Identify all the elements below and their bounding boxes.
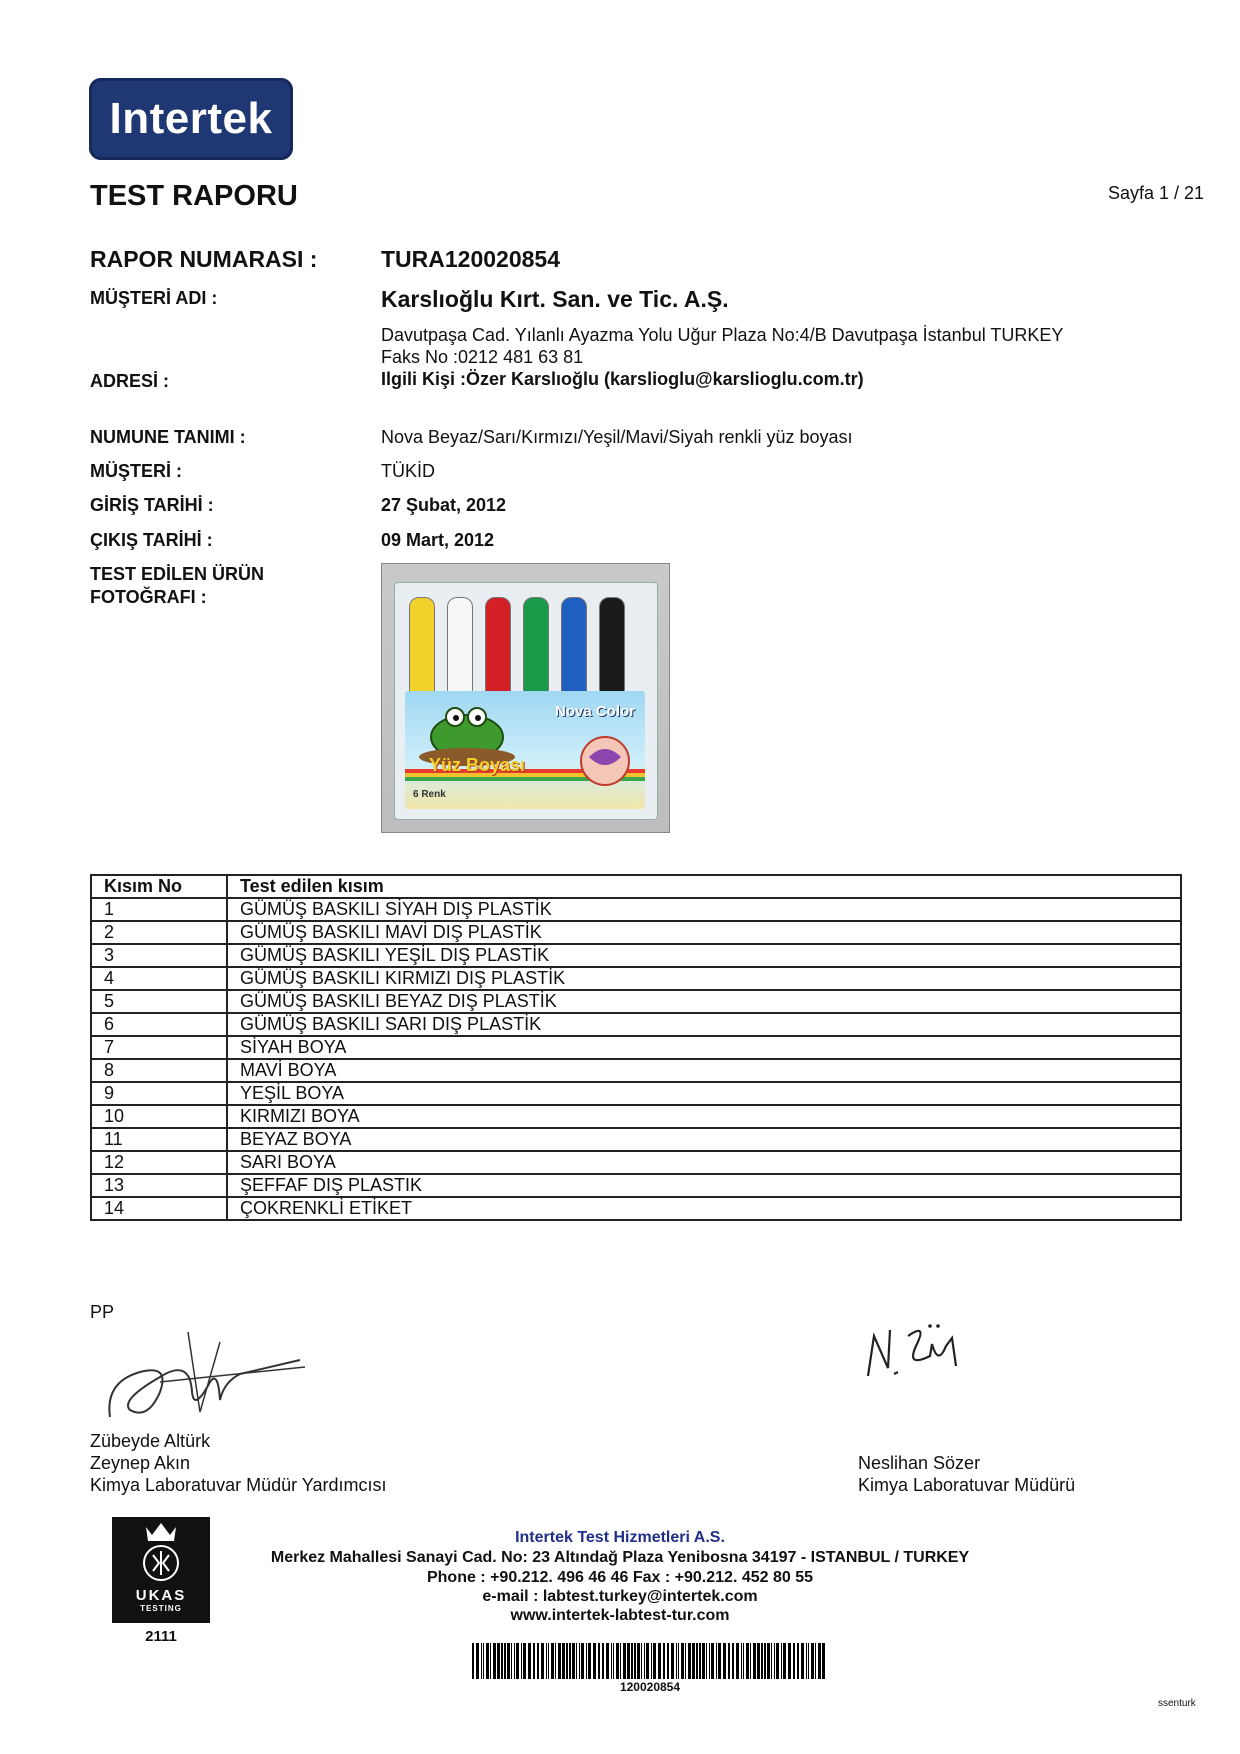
barcode-bar — [743, 1643, 744, 1679]
entry-date-label: GİRİŞ TARİHİ : — [90, 495, 214, 515]
barcode-bar — [716, 1643, 717, 1679]
barcode-bar — [706, 1643, 707, 1679]
footer-address: Merkez Mahallesi Sanayi Cad. No: 23 Altındağ Plaza Yenibosna 34197 - ISTANBUL / TURKEY — [270, 1549, 970, 1566]
barcode-bar — [627, 1643, 630, 1679]
barcode-bar — [728, 1643, 730, 1679]
sample-value: Nova Beyaz/Sarı/Kırmızı/Yeşil/Mavi/Siyah renkli yüz boyası — [381, 427, 853, 447]
barcode-bar — [581, 1643, 584, 1679]
table-row — [91, 898, 1181, 921]
part-number-cell: 13 — [91, 1174, 227, 1197]
barcode-bar — [822, 1643, 825, 1679]
product-count: 6 Renk — [413, 789, 446, 800]
barcode-bar — [555, 1643, 556, 1679]
barcode-bar — [483, 1643, 484, 1679]
intertek-logo — [89, 78, 293, 160]
photo-label-line-1: TEST EDİLEN ÜRÜN — [90, 564, 265, 584]
barcode-bar — [490, 1643, 491, 1679]
right-signer-name: Neslihan Sözer — [858, 1453, 981, 1473]
barcode-bar — [671, 1643, 674, 1679]
barcode-bar — [551, 1643, 554, 1679]
barcode-bar — [815, 1643, 816, 1679]
part-name-cell: SARI BOYA — [227, 1151, 1181, 1174]
part-number-cell: 10 — [91, 1105, 227, 1128]
part-name-cell: SİYAH BOYA — [227, 1036, 1181, 1059]
barcode-bar — [493, 1643, 496, 1679]
barcode-bar — [801, 1643, 804, 1679]
header-part-no: Kısım No — [91, 875, 227, 898]
part-number-cell: 7 — [91, 1036, 227, 1059]
part-name-cell: BEYAZ BOYA — [227, 1128, 1181, 1151]
barcode-bar — [514, 1643, 515, 1679]
part-name-cell: GÜMÜŞ BASKILI SİYAH DIŞ PLASTİK — [227, 898, 1181, 921]
barcode-bar — [692, 1643, 695, 1679]
table-header-row — [91, 875, 1181, 898]
corner-note: ssenturk — [1158, 1698, 1196, 1709]
footer-website: www.intertek-labtest-tur.com — [510, 1607, 730, 1624]
barcode-bar — [548, 1643, 549, 1679]
photo-label-line-2: FOTOĞRAFI : — [90, 587, 207, 607]
contact-person: Ilgili Kişi :Özer Karslıoğlu (karslioglu@karslioglu.com.tr) — [381, 369, 864, 389]
table-row — [91, 1197, 1181, 1220]
barcode-bar — [481, 1643, 482, 1679]
barcode-bar — [723, 1643, 726, 1679]
product-photo — [381, 563, 670, 833]
page-title: TEST RAPORU — [90, 180, 298, 212]
barcode-bar — [602, 1643, 604, 1679]
barcode-bar — [623, 1643, 626, 1679]
part-number-cell: 9 — [91, 1082, 227, 1105]
right-signer-title: Kimya Laboratuvar Müdürü — [858, 1475, 1076, 1495]
barcode-number: 120020854 — [619, 1680, 681, 1694]
table-row — [91, 1059, 1181, 1082]
barcode-bar — [558, 1643, 561, 1679]
barcode-bar — [811, 1643, 814, 1679]
part-name-cell: MAVİ BOYA — [227, 1059, 1181, 1082]
part-name-cell: GÜMÜŞ BASKILI KIRMIZI DIŞ PLASTİK — [227, 967, 1181, 990]
part-name-cell: KIRMIZI BOYA — [227, 1105, 1181, 1128]
table-row — [91, 1174, 1181, 1197]
barcode-bar — [718, 1643, 721, 1679]
product-card — [405, 691, 645, 809]
barcode-bar — [613, 1643, 614, 1679]
barcode-bar — [572, 1643, 575, 1679]
barcode-bar — [753, 1643, 756, 1679]
table-row — [91, 990, 1181, 1013]
barcode-bar — [546, 1643, 547, 1679]
footer-company: Intertek Test Hizmetleri A.S. — [515, 1529, 725, 1546]
ukas-number: 2111 — [145, 1628, 177, 1645]
barcode-bar — [797, 1643, 799, 1679]
left-signer-title: Kimya Laboratuvar Müdür Yardımcısı — [90, 1475, 387, 1495]
client-value: TÜKİD — [381, 461, 435, 481]
barcode-bar — [776, 1643, 779, 1679]
table-row — [91, 1105, 1181, 1128]
barcode — [470, 1643, 830, 1679]
logo-text: Intertek — [109, 94, 273, 143]
parts-table — [90, 874, 1182, 1221]
report-number-label: RAPOR NUMARASI : — [90, 246, 318, 272]
barcode-bar — [486, 1643, 489, 1679]
barcode-bar — [702, 1643, 705, 1679]
barcode-bar — [511, 1643, 512, 1679]
part-number-cell: 6 — [91, 1013, 227, 1036]
barcode-bar — [667, 1643, 669, 1679]
barcode-bar — [631, 1643, 633, 1679]
barcode-bar — [533, 1643, 535, 1679]
part-name-cell: ŞEFFAF DIŞ PLASTIK — [227, 1174, 1181, 1197]
address-label: ADRESİ : — [90, 371, 170, 391]
sample-label: NUMUNE TANIMI : — [90, 427, 246, 447]
barcode-bar — [793, 1643, 795, 1679]
barcode-bar — [781, 1643, 782, 1679]
part-number-cell: 11 — [91, 1128, 227, 1151]
barcode-bar — [783, 1643, 786, 1679]
crayon-yellow — [409, 597, 435, 695]
report-number-value: TURA120020854 — [381, 246, 561, 272]
barcode-bar — [472, 1643, 474, 1679]
barcode-bar — [616, 1643, 619, 1679]
barcode-bar — [685, 1643, 686, 1679]
right-signature — [860, 1316, 970, 1386]
barcode-bar — [523, 1643, 526, 1679]
page-number: Sayfa 1 / 21 — [1108, 183, 1205, 203]
barcode-bar — [507, 1643, 510, 1679]
barcode-bar — [476, 1643, 479, 1679]
barcode-bar — [541, 1643, 544, 1679]
part-number-cell: 1 — [91, 898, 227, 921]
part-name-cell: YEŞİL BOYA — [227, 1082, 1181, 1105]
part-number-cell: 4 — [91, 967, 227, 990]
customer-name-label: MÜŞTERİ ADI : — [90, 288, 218, 308]
barcode-bar — [611, 1643, 612, 1679]
part-name-cell: GÜMÜŞ BASKILI MAVİ DIŞ PLASTİK — [227, 921, 1181, 944]
table-row — [91, 1151, 1181, 1174]
left-signature — [100, 1322, 310, 1432]
barcode-bar — [653, 1643, 656, 1679]
part-number-cell: 2 — [91, 921, 227, 944]
barcode-bar — [579, 1643, 580, 1679]
barcode-bar — [516, 1643, 519, 1679]
barcode-bar — [806, 1643, 807, 1679]
product-name: Yüz Boyası — [429, 755, 526, 775]
barcode-bar — [688, 1643, 691, 1679]
brand-name: Nova Color — [555, 703, 636, 720]
barcode-bar — [750, 1643, 751, 1679]
barcode-bar — [620, 1643, 621, 1679]
pp-label: PP — [90, 1302, 115, 1322]
footer-email: e-mail : labtest.turkey@intertek.com — [482, 1588, 758, 1605]
part-name-cell: ÇOKRENKLİ ETİKET — [227, 1197, 1181, 1220]
barcode-bar — [774, 1643, 775, 1679]
part-name-cell: GÜMÜŞ BASKILI BEYAZ DIŞ PLASTİK — [227, 990, 1181, 1013]
barcode-bar — [606, 1643, 609, 1679]
barcode-bar — [588, 1643, 591, 1679]
table-row — [91, 944, 1181, 967]
barcode-bar — [501, 1643, 503, 1679]
barcode-bar — [634, 1643, 636, 1679]
barcode-bar — [736, 1643, 739, 1679]
table-row — [91, 1082, 1181, 1105]
customer-name-value: Karslıoğlu Kırt. San. ve Tic. A.Ş. — [381, 286, 729, 312]
barcode-bar — [696, 1643, 698, 1679]
barcode-bar — [658, 1643, 661, 1679]
exit-date-value: 09 Mart, 2012 — [381, 530, 495, 550]
exit-date-label: ÇIKIŞ TARİHİ : — [90, 530, 213, 550]
barcode-bar — [788, 1643, 791, 1679]
client-label: MÜŞTERİ : — [90, 461, 182, 481]
barcode-bar — [504, 1643, 506, 1679]
barcode-bar — [646, 1643, 649, 1679]
barcode-bar — [732, 1643, 734, 1679]
ukas-subtext: TESTING — [140, 1604, 182, 1613]
crayon-black — [599, 597, 625, 695]
barcode-bar — [576, 1643, 577, 1679]
barcode-bar — [678, 1643, 679, 1679]
crayon-blue — [561, 597, 587, 695]
left-signer-name-2: Zeynep Akın — [90, 1453, 191, 1473]
part-name-cell: GÜMÜŞ BASKILI YEŞİL DIŞ PLASTİK — [227, 944, 1181, 967]
barcode-bar — [764, 1643, 766, 1679]
barcode-bar — [709, 1643, 710, 1679]
barcode-bar — [528, 1643, 531, 1679]
address-line-1: Davutpaşa Cad. Yılanlı Ayazma Yolu Uğur Plaza No:4/B Davutpaşa İstanbul TURKEY — [381, 325, 1064, 345]
part-number-cell: 5 — [91, 990, 227, 1013]
crayon-red — [485, 597, 511, 695]
entry-date-value: 27 Şubat, 2012 — [381, 495, 507, 515]
barcode-bar — [586, 1643, 587, 1679]
barcode-bar — [741, 1643, 742, 1679]
table-row — [91, 1036, 1181, 1059]
part-number-cell: 12 — [91, 1151, 227, 1174]
barcode-bar — [767, 1643, 770, 1679]
barcode-bar — [497, 1643, 500, 1679]
barcode-bar — [818, 1643, 821, 1679]
footer-phone: Phone : +90.212. 496 46 46 Fax : +90.212. 452 80 55 — [426, 1569, 814, 1586]
table-row — [91, 921, 1181, 944]
table-row — [91, 1013, 1181, 1036]
part-name-cell: GÜMÜŞ BASKILI SARI DIŞ PLASTİK — [227, 1013, 1181, 1036]
barcode-bar — [699, 1643, 701, 1679]
header-part-name: Test edilen kısım — [227, 875, 1181, 898]
barcode-bar — [676, 1643, 677, 1679]
barcode-bar — [521, 1643, 522, 1679]
barcode-bar — [761, 1643, 763, 1679]
table-row — [91, 1128, 1181, 1151]
left-signer-name-1: Zübeyde Altürk — [90, 1431, 211, 1451]
barcode-bar — [771, 1643, 772, 1679]
part-number-cell: 3 — [91, 944, 227, 967]
part-number-cell: 14 — [91, 1197, 227, 1220]
parts-table-body — [91, 898, 1181, 1220]
part-number-cell: 8 — [91, 1059, 227, 1082]
barcode-bar — [598, 1643, 600, 1679]
table-row — [91, 967, 1181, 990]
barcode-bar — [537, 1643, 539, 1679]
barcode-bar — [637, 1643, 640, 1679]
crayon-green — [523, 597, 549, 695]
barcode-bar — [681, 1643, 684, 1679]
barcode-bar — [663, 1643, 665, 1679]
crayon-white — [447, 597, 473, 695]
barcode-bar — [711, 1643, 714, 1679]
barcode-bar — [644, 1643, 645, 1679]
barcode-bar — [641, 1643, 642, 1679]
barcode-bar — [566, 1643, 568, 1679]
ukas-text: UKAS — [135, 1587, 187, 1604]
address-line-2: Faks No :0212 481 63 81 — [381, 347, 584, 367]
barcode-bar — [569, 1643, 571, 1679]
product-case — [394, 582, 658, 820]
barcode-bar — [808, 1643, 809, 1679]
barcode-bar — [593, 1643, 596, 1679]
barcode-bar — [757, 1643, 760, 1679]
barcode-bar — [562, 1643, 565, 1679]
barcode-bar — [651, 1643, 652, 1679]
barcode-bar — [746, 1643, 749, 1679]
